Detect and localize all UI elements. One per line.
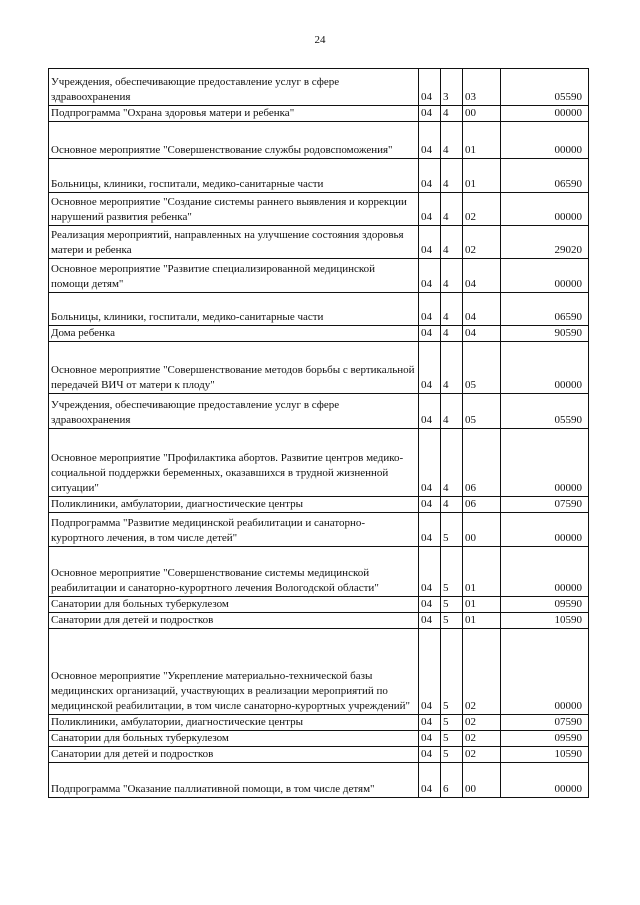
row-code-event-cell: 01 [463, 122, 501, 159]
row-code-direction-cell: 09590 [501, 597, 589, 613]
row-code-event-cell: 06 [463, 429, 501, 497]
row-code-section-cell: 04 [419, 513, 441, 547]
row-name-cell: Подпрограмма "Оказание паллиативной помощи, в том числе детям" [49, 763, 419, 798]
row-name-cell: Основное мероприятие "Совершенствование методов борьбы с вертикальной передачей ВИЧ от матери к плоду" [49, 342, 419, 394]
table-row [49, 293, 589, 326]
row-code-subprogram-cell: 4 [441, 293, 463, 326]
row-code-event-cell: 01 [463, 159, 501, 193]
row-code-direction-cell: 06590 [501, 159, 589, 193]
row-code-section-cell: 04 [419, 747, 441, 763]
row-code-direction-cell: 00000 [501, 547, 589, 597]
row-code-subprogram-cell: 5 [441, 731, 463, 747]
row-code-subprogram-cell: 5 [441, 715, 463, 731]
row-code-event-cell: 02 [463, 715, 501, 731]
table-row [49, 513, 589, 547]
row-name-cell: Основное мероприятие "Укрепление материально-технической базы медицинских организаций, участвующих в реализации мероприятий по медицинской реабилитации, в том числе санаторно-курортных учреждений" [49, 629, 419, 715]
row-code-section-cell: 04 [419, 293, 441, 326]
row-code-direction-cell: 00000 [501, 429, 589, 497]
table-row [49, 394, 589, 429]
table-row [49, 497, 589, 513]
row-code-subprogram-cell: 4 [441, 259, 463, 293]
row-name-cell: Санатории для больных туберкулезом [49, 597, 419, 613]
row-name-cell: Основное мероприятие "Профилактика абортов. Развитие центров медико-социальной поддержки беременных, оказавшихся в трудной жизненной ситуации" [49, 429, 419, 497]
row-code-subprogram-cell: 5 [441, 513, 463, 547]
row-code-event-cell: 04 [463, 259, 501, 293]
row-code-subprogram-cell: 6 [441, 763, 463, 798]
budget-classification-table [48, 68, 589, 798]
row-code-section-cell: 04 [419, 731, 441, 747]
row-code-event-cell: 00 [463, 763, 501, 798]
row-name-cell: Поликлиники, амбулатории, диагностические центры [49, 715, 419, 731]
table-row [49, 342, 589, 394]
row-code-section-cell: 04 [419, 226, 441, 259]
row-name-cell: Подпрограмма "Охрана здоровья матери и ребенка" [49, 106, 419, 122]
row-code-event-cell: 05 [463, 342, 501, 394]
table-row [49, 547, 589, 597]
row-code-section-cell: 04 [419, 326, 441, 342]
table-row [49, 715, 589, 731]
row-code-event-cell: 02 [463, 193, 501, 226]
page-number: 24 [314, 34, 326, 46]
row-code-event-cell: 03 [463, 69, 501, 106]
table-row [49, 193, 589, 226]
row-code-direction-cell: 05590 [501, 394, 589, 429]
row-code-direction-cell: 00000 [501, 122, 589, 159]
row-code-event-cell: 00 [463, 513, 501, 547]
row-code-direction-cell: 00000 [501, 629, 589, 715]
table-body [49, 69, 589, 798]
table-row [49, 597, 589, 613]
row-code-section-cell: 04 [419, 715, 441, 731]
row-code-section-cell: 04 [419, 259, 441, 293]
table-row [49, 613, 589, 629]
row-code-direction-cell: 10590 [501, 613, 589, 629]
row-code-event-cell: 05 [463, 394, 501, 429]
row-code-direction-cell: 07590 [501, 715, 589, 731]
table-row [49, 763, 589, 798]
row-name-cell: Поликлиники, амбулатории, диагностические центры [49, 497, 419, 513]
row-code-direction-cell: 07590 [501, 497, 589, 513]
row-code-subprogram-cell: 4 [441, 159, 463, 193]
row-code-section-cell: 04 [419, 122, 441, 159]
row-name-cell: Дома ребенка [49, 326, 419, 342]
row-code-section-cell: 04 [419, 159, 441, 193]
row-code-section-cell: 04 [419, 342, 441, 394]
row-code-direction-cell: 00000 [501, 513, 589, 547]
row-code-direction-cell: 00000 [501, 193, 589, 226]
row-code-section-cell: 04 [419, 106, 441, 122]
row-code-direction-cell: 00000 [501, 259, 589, 293]
row-name-cell: Учреждения, обеспечивающие предоставление услуг в сфере здравоохранения [49, 394, 419, 429]
row-code-subprogram-cell: 4 [441, 429, 463, 497]
row-code-section-cell: 04 [419, 613, 441, 629]
row-code-subprogram-cell: 5 [441, 747, 463, 763]
row-code-subprogram-cell: 4 [441, 226, 463, 259]
row-code-direction-cell: 09590 [501, 731, 589, 747]
table-row [49, 429, 589, 497]
row-code-event-cell: 04 [463, 293, 501, 326]
row-code-direction-cell: 90590 [501, 326, 589, 342]
row-code-subprogram-cell: 4 [441, 122, 463, 159]
row-name-cell: Санатории для больных туберкулезом [49, 731, 419, 747]
table-row [49, 629, 589, 715]
row-code-subprogram-cell: 4 [441, 342, 463, 394]
table-row [49, 326, 589, 342]
row-code-event-cell: 04 [463, 326, 501, 342]
row-name-cell: Больницы, клиники, госпитали, медико-санитарные части [49, 293, 419, 326]
row-code-event-cell: 01 [463, 613, 501, 629]
row-code-subprogram-cell: 4 [441, 106, 463, 122]
row-code-section-cell: 04 [419, 547, 441, 597]
table-row [49, 122, 589, 159]
table-row [49, 159, 589, 193]
row-code-event-cell: 01 [463, 547, 501, 597]
row-name-cell: Подпрограмма "Развитие медицинской реабилитации и санаторно-курортного лечения, в том числе детей" [49, 513, 419, 547]
row-code-event-cell: 02 [463, 226, 501, 259]
row-code-section-cell: 04 [419, 597, 441, 613]
row-code-subprogram-cell: 3 [441, 69, 463, 106]
row-code-section-cell: 04 [419, 69, 441, 106]
row-code-section-cell: 04 [419, 394, 441, 429]
row-name-cell: Основное мероприятие "Совершенствование службы родовспоможения" [49, 122, 419, 159]
row-code-direction-cell: 00000 [501, 106, 589, 122]
row-code-direction-cell: 29020 [501, 226, 589, 259]
row-code-direction-cell: 10590 [501, 747, 589, 763]
row-code-section-cell: 04 [419, 497, 441, 513]
row-name-cell: Основное мероприятие "Совершенствование системы медицинской реабилитации и санаторно-курортного лечения Вологодской области" [49, 547, 419, 597]
row-code-event-cell: 00 [463, 106, 501, 122]
table-row [49, 226, 589, 259]
row-code-subprogram-cell: 5 [441, 629, 463, 715]
row-code-section-cell: 04 [419, 193, 441, 226]
row-code-event-cell: 02 [463, 747, 501, 763]
row-code-direction-cell: 00000 [501, 763, 589, 798]
row-code-direction-cell: 05590 [501, 69, 589, 106]
row-name-cell: Санатории для детей и подростков [49, 613, 419, 629]
row-name-cell: Санатории для детей и подростков [49, 747, 419, 763]
row-code-section-cell: 04 [419, 763, 441, 798]
row-name-cell: Реализация мероприятий, направленных на улучшение состояния здоровья матери и ребенка [49, 226, 419, 259]
row-code-section-cell: 04 [419, 429, 441, 497]
row-code-subprogram-cell: 4 [441, 497, 463, 513]
row-name-cell: Основное мероприятие "Создание системы раннего выявления и коррекции нарушений развития ребенка" [49, 193, 419, 226]
row-code-subprogram-cell: 4 [441, 394, 463, 429]
row-name-cell: Больницы, клиники, госпитали, медико-санитарные части [49, 159, 419, 193]
row-code-subprogram-cell: 5 [441, 547, 463, 597]
row-name-cell: Учреждения, обеспечивающие предоставление услуг в сфере здравоохранения [49, 69, 419, 106]
row-code-direction-cell: 06590 [501, 293, 589, 326]
row-code-section-cell: 04 [419, 629, 441, 715]
row-code-event-cell: 02 [463, 629, 501, 715]
table-row [49, 259, 589, 293]
row-code-event-cell: 02 [463, 731, 501, 747]
row-code-direction-cell: 00000 [501, 342, 589, 394]
row-code-subprogram-cell: 5 [441, 597, 463, 613]
row-code-event-cell: 01 [463, 597, 501, 613]
table-row [49, 731, 589, 747]
row-code-subprogram-cell: 4 [441, 193, 463, 226]
table-row [49, 69, 589, 106]
row-code-subprogram-cell: 4 [441, 326, 463, 342]
table-row [49, 106, 589, 122]
table-row [49, 747, 589, 763]
row-code-subprogram-cell: 5 [441, 613, 463, 629]
row-code-event-cell: 06 [463, 497, 501, 513]
row-name-cell: Основное мероприятие "Развитие специализированной медицинской помощи детям" [49, 259, 419, 293]
